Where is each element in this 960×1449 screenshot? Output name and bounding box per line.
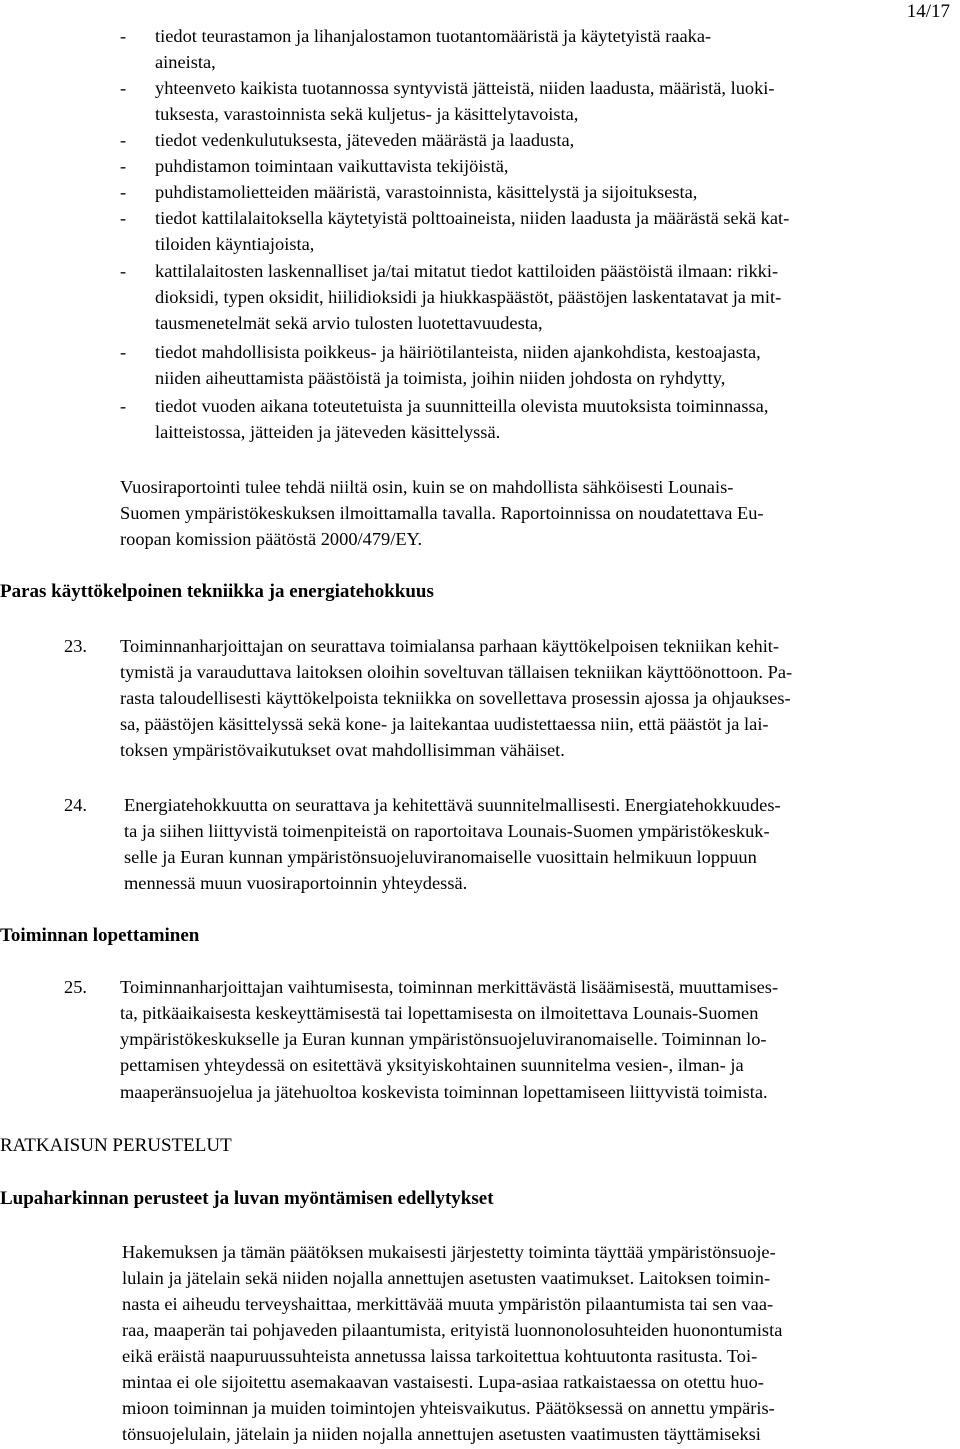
- paragraph-line: Suomen ympäristökeskuksen ilmoittamalla tavalla. Raportoinnissa on noudatettava Eu-: [120, 503, 764, 523]
- bullet-dash: -: [120, 26, 127, 46]
- list-item-line: niiden aiheuttamista päästöistä ja toimista, joihin niiden johdosta on ryhdytty,: [155, 368, 726, 388]
- paragraph-line: tönsuojelulain, jätelain ja niiden nojalla annettujen asetusten vaatimusten täyttämiseksi: [122, 1424, 761, 1444]
- list-item-line: tuksesta, varastoinnista sekä kuljetus- ja käsittelytavoista,: [155, 104, 579, 124]
- paragraph-line: lulain ja jätelain sekä niiden nojalla annettujen asetusten vaatimukset. Laitoksen toimin-: [122, 1268, 771, 1288]
- page-number: 14/17: [906, 1, 950, 22]
- list-item-line: puhdistamolietteiden määristä, varastoinnista, käsittelystä ja sijoituksesta,: [155, 182, 698, 202]
- bullet-dash: -: [120, 396, 127, 416]
- paragraph-line: raa, maaperän tai pohjaveden pilaantumista, erityistä luonnonolosuhteiden huonontumista: [122, 1320, 783, 1340]
- bullet-dash: -: [120, 342, 127, 362]
- item-line: ta ja siihen liittyvistä toimenpiteistä on raportoitava Lounais-Suomen ympäristökeskuk-: [124, 821, 770, 841]
- bullet-dash: -: [120, 130, 127, 150]
- bullet-dash: -: [120, 261, 127, 281]
- bullet-dash: -: [120, 208, 127, 228]
- item-number: 23.: [64, 636, 87, 656]
- item-line: pettamisen yhteydessä on esitettävä yksityiskohtainen suunnitelma vesien-, ilman- ja: [120, 1055, 744, 1075]
- list-item-line: tiedot vuoden aikana toteutetuista ja suunnitteilla olevista muutoksista toiminnassa,: [155, 396, 769, 416]
- item-line: mennessä muun vuosiraportoinnin yhteydessä.: [124, 873, 468, 893]
- paragraph-line: roopan komission päätöstä 2000/479/EY.: [120, 529, 423, 549]
- list-item-line: tiedot teurastamon ja lihanjalostamon tuotantomääristä ja käytetyistä raaka-: [155, 26, 712, 46]
- paragraph-line: Vuosiraportointi tulee tehdä niiltä osin, kuin se on mahdollista sähköisesti Lounais-: [120, 477, 734, 497]
- bullet-dash: -: [120, 156, 127, 176]
- list-item-line: tiedot vedenkulutuksesta, jäteveden määrästä ja laadusta,: [155, 130, 575, 150]
- item-number: 24.: [64, 795, 87, 815]
- bullet-dash: -: [120, 182, 127, 202]
- item-line: tymistä ja varauduttava laitoksen oloihin soveltuvan tällaisen tekniikan käyttöönottoon. Pa-: [120, 662, 793, 682]
- list-item-line: tausmenetelmät sekä arvio tulosten luotettavuudesta,: [155, 313, 543, 333]
- paragraph-line: nasta ei aiheudu terveyshaittaa, merkittävää muuta ympäristön pilaantumista tai sen vaa-: [122, 1294, 774, 1314]
- item-line: ta, pitkäaikaisesta keskeyttämisestä tai lopettamisesta on ilmoitettava Lounais-Suomen: [120, 1003, 759, 1023]
- item-line: selle ja Euran kunnan ympäristönsuojeluviranomaiselle vuosittain helmikuun loppuun: [124, 847, 757, 867]
- item-number: 25.: [64, 977, 87, 997]
- item-line: rasta taloudellisesti käyttökelpoista tekniikka on sovellettava prosessin ajossa ja ohjaukses-: [120, 688, 791, 708]
- section-heading-bat: Paras käyttökelpoinen tekniikka ja energiatehokkuus: [0, 581, 434, 602]
- section-heading-grounds: RATKAISUN PERUSTELUT: [0, 1135, 232, 1156]
- paragraph-line: mintaa ei ole sijoitettu asemakaavan vastaisesti. Lupa-asiaa ratkaistaessa on otettu huo-: [122, 1372, 764, 1392]
- paragraph-line: Hakemuksen ja tämän päätöksen mukaisesti järjestetty toiminta täyttää ympäristönsuoje-: [122, 1242, 776, 1262]
- list-item-line: dioksidi, typen oksidit, hiilidioksidi ja hiukkaspäästöt, päästöjen laskentatavat ja mit-: [155, 287, 782, 307]
- bullet-dash: -: [120, 78, 127, 98]
- item-line: sa, päästöjen käsittelyssä sekä kone- ja laitekantaa uudistettaessa niin, että päästöt ja lai-: [120, 714, 769, 734]
- list-item-line: tiedot kattilalaitoksella käytetyistä polttoaineista, niiden laadusta ja määrästä sekä kat-: [155, 208, 790, 228]
- list-item-line: yhteenveto kaikista tuotannossa syntyvistä jätteistä, niiden laadusta, määristä, luoki-: [155, 78, 775, 98]
- list-item-line: tiloiden käyntiajoista,: [155, 234, 315, 254]
- list-item-line: puhdistamon toimintaan vaikuttavista tekijöistä,: [155, 156, 509, 176]
- paragraph-line: mioon toiminnan ja muiden toimintojen yhteisvaikutus. Päätöksessä on annettu ympäris-: [122, 1398, 775, 1418]
- item-line: Toiminnanharjoittajan vaihtumisesta, toiminnan merkittävästä lisäämisestä, muuttamises-: [120, 977, 779, 997]
- item-line: maaperänsuojelua ja jätehuoltoa koskevista toiminnan lopettamiseen liittyvistä toimista.: [120, 1082, 768, 1102]
- list-item-line: tiedot mahdollisista poikkeus- ja häiriötilanteista, niiden ajankohdista, kestoajasta,: [155, 342, 761, 362]
- paragraph-line: eikä eräistä naapuruussuhteista annetussa laissa tarkoitettua kohtuutonta rasitusta. Toi-: [122, 1346, 758, 1366]
- item-line: Energiatehokkuutta on seurattava ja kehitettävä suunnitelmallisesti. Energiatehokkuudes-: [124, 795, 781, 815]
- item-line: Toiminnanharjoittajan on seurattava toimialansa parhaan käyttökelpoisen tekniikan kehit-: [120, 636, 780, 656]
- list-item-line: kattilalaitosten laskennalliset ja/tai mitatut tiedot kattiloiden päästöistä ilmaan: rikki-: [155, 261, 779, 281]
- item-line: ympäristökeskukselle ja Euran kunnan ympäristönsuojeluviranomaiselle. Toiminnan lo-: [120, 1029, 767, 1049]
- list-item-line: aineista,: [155, 52, 216, 72]
- section-heading-termination: Toiminnan lopettaminen: [0, 925, 200, 946]
- section-heading-permit: Lupaharkinnan perusteet ja luvan myöntämisen edellytykset: [0, 1188, 494, 1209]
- list-item-line: laitteistossa, jätteiden ja jäteveden käsittelyssä.: [155, 422, 501, 442]
- item-line: toksen ympäristövaikutukset ovat mahdollisimman vähäiset.: [120, 740, 565, 760]
